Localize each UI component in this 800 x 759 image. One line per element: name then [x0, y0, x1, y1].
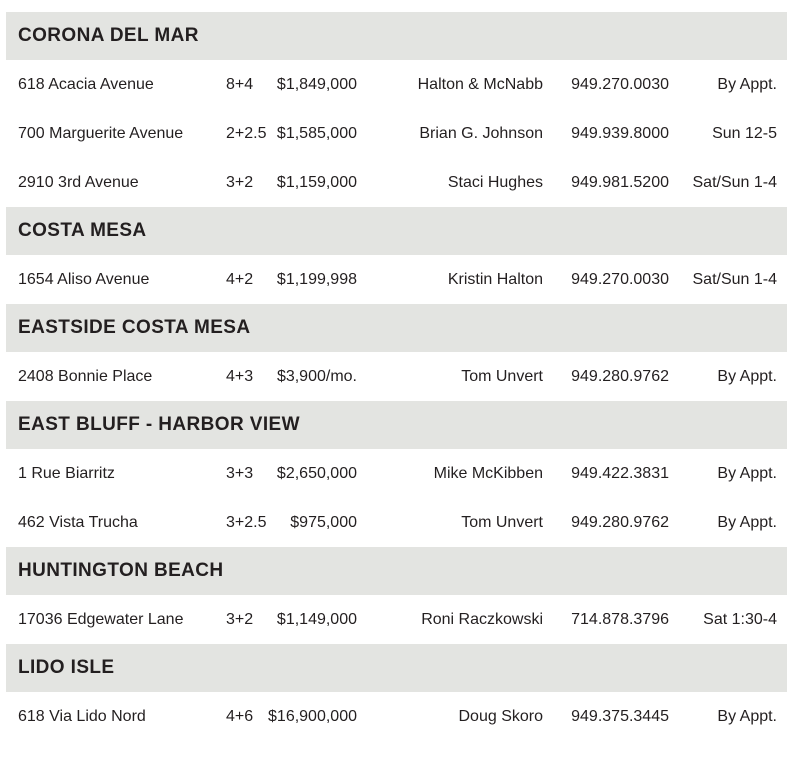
listing-phone: 949.422.3831 — [571, 464, 669, 482]
listing-rooms: 4+2 — [226, 270, 254, 288]
listing-address: 1 Rue Biarritz — [18, 464, 115, 482]
listing-rooms: 8+4 — [226, 75, 254, 93]
listing-phone: 949.270.0030 — [571, 270, 669, 288]
listing-rooms: 2+2.5 — [226, 124, 267, 142]
listing-hours: By Appt. — [717, 75, 777, 93]
listing-phone: 949.939.8000 — [571, 124, 669, 142]
listing-agent: Doug Skoro — [458, 707, 543, 725]
section-east-bluff-harbor-view — [6, 401, 787, 547]
section-header — [6, 304, 787, 352]
listing-price: $16,900,000 — [268, 707, 357, 725]
section-huntington-beach — [6, 547, 787, 644]
section-title: HUNTINGTON BEACH — [18, 560, 224, 581]
listing-address: 618 Via Lido Nord — [18, 707, 146, 725]
section-costa-mesa — [6, 207, 787, 304]
listing-rooms: 3+2.5 — [226, 513, 267, 531]
section-header — [6, 547, 787, 595]
listing-address: 618 Acacia Avenue — [18, 75, 154, 93]
section-lido-isle — [6, 644, 787, 741]
listing-price: $975,000 — [290, 513, 357, 531]
listing-agent: Brian G. Johnson — [419, 124, 543, 142]
section-title: CORONA DEL MAR — [18, 25, 199, 46]
listing-agent: Mike McKibben — [433, 464, 543, 482]
listing-rooms: 3+2 — [226, 610, 254, 628]
listing-price: $1,149,000 — [276, 610, 357, 628]
listing-agent: Staci Hughes — [447, 173, 543, 191]
listing-price: $1,849,000 — [276, 75, 357, 93]
listing-row — [6, 352, 787, 401]
listing-hours: Sat/Sun 1-4 — [692, 270, 777, 288]
listing-agent: Kristin Halton — [447, 270, 543, 288]
listing-row — [6, 109, 787, 158]
section-title: COSTA MESA — [18, 220, 147, 241]
listing-row — [6, 498, 787, 547]
listing-phone: 714.878.3796 — [571, 610, 669, 628]
section-title: EAST BLUFF - HARBOR VIEW — [18, 414, 300, 435]
listing-price: $1,159,000 — [276, 173, 357, 191]
listing-address: 700 Marguerite Avenue — [18, 124, 184, 142]
listing-rooms: 4+6 — [226, 707, 254, 725]
section-header — [6, 12, 787, 60]
listing-row — [6, 158, 787, 207]
listing-phone: 949.981.5200 — [571, 173, 669, 191]
listing-address: 462 Vista Trucha — [18, 513, 138, 531]
listing-row — [6, 449, 787, 498]
listing-rooms: 4+3 — [226, 367, 254, 385]
listing-hours: By Appt. — [717, 707, 777, 725]
listing-phone: 949.280.9762 — [571, 513, 669, 531]
listing-price: $2,650,000 — [276, 464, 357, 482]
listing-phone: 949.280.9762 — [571, 367, 669, 385]
listing-hours: Sat 1:30-4 — [703, 610, 777, 628]
listing-agent: Halton & McNabb — [417, 75, 543, 93]
listing-row — [6, 255, 787, 304]
section-eastside-costa-mesa — [6, 304, 787, 401]
section-header — [6, 401, 787, 449]
listing-row — [6, 595, 787, 644]
listing-hours: By Appt. — [717, 464, 777, 482]
listing-hours: By Appt. — [717, 367, 777, 385]
listing-hours: Sat/Sun 1-4 — [692, 173, 777, 191]
listing-price: $1,199,998 — [276, 270, 357, 288]
open-house-listings — [6, 12, 787, 741]
listing-phone: 949.270.0030 — [571, 75, 669, 93]
section-corona-del-mar — [6, 12, 787, 207]
listing-hours: By Appt. — [717, 513, 777, 531]
section-title: LIDO ISLE — [18, 657, 115, 678]
section-title: EASTSIDE COSTA MESA — [18, 317, 251, 338]
listing-hours: Sun 12-5 — [712, 124, 777, 142]
listing-address: 2910 3rd Avenue — [18, 173, 139, 191]
listing-agent: Roni Raczkowski — [421, 610, 543, 628]
listing-phone: 949.375.3445 — [571, 707, 669, 725]
section-header — [6, 644, 787, 692]
listing-address: 2408 Bonnie Place — [18, 367, 153, 385]
listing-row — [6, 692, 787, 741]
listing-rooms: 3+2 — [226, 173, 254, 191]
listing-price: $3,900/mo. — [276, 367, 357, 385]
listing-address: 1654 Aliso Avenue — [18, 270, 150, 288]
section-header — [6, 207, 787, 255]
listing-row — [6, 60, 787, 109]
listing-price: $1,585,000 — [276, 124, 357, 142]
listing-agent: Tom Unvert — [461, 513, 543, 531]
listing-rooms: 3+3 — [226, 464, 254, 482]
listing-agent: Tom Unvert — [461, 367, 543, 385]
listing-address: 17036 Edgewater Lane — [18, 610, 184, 628]
